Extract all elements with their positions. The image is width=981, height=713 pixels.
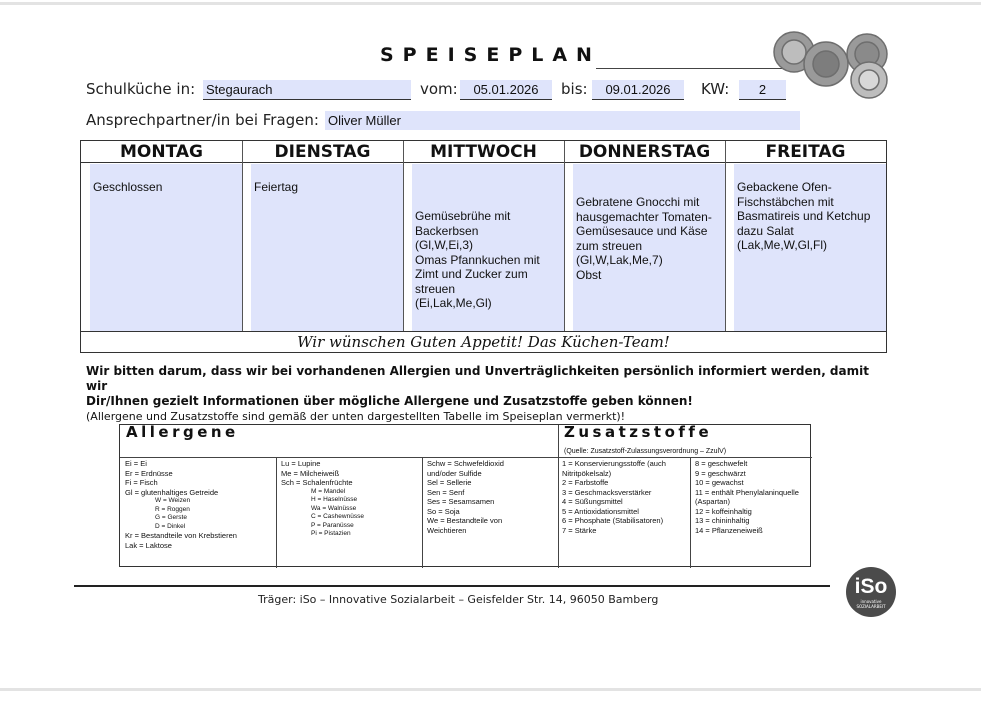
contact-label: Ansprechpartner/in bei Fragen:	[86, 111, 319, 129]
legend-divider	[276, 457, 277, 568]
menu-line: Gebratene Gnocchi mit	[576, 195, 700, 209]
col-divider	[403, 141, 404, 331]
bis-label: bis:	[561, 80, 588, 98]
contact-field[interactable]: Oliver Müller	[325, 111, 800, 130]
vom-label: vom:	[420, 80, 458, 98]
legend-table	[119, 424, 811, 567]
legend-entry: 12 = koffeinhaltig	[695, 506, 752, 516]
bottom-divider	[0, 688, 981, 691]
legend-entry: 5 = Antioxidationsmittel	[562, 506, 639, 516]
schulkueche-label: Schulküche in:	[86, 80, 196, 98]
menu-line: Feiertag	[254, 180, 299, 194]
legend-entry: Wa = Walnüsse	[311, 504, 357, 512]
menu-cell-tuesday	[251, 164, 403, 331]
menu-line: hausgemachter Tomaten-	[576, 209, 712, 224]
menu-line: (Gl,W,Ei,3)	[415, 238, 474, 252]
menu-line: Obst	[576, 267, 602, 282]
legend-col-1	[125, 459, 237, 550]
legend-entry: und/oder Sulfide	[427, 468, 482, 478]
legend-entry: 3 = Geschmacksverstärker	[562, 487, 652, 497]
day-friday: FREITAG	[765, 142, 846, 162]
legend-entry: Gl = glutenhaltiges Getreide	[125, 487, 219, 497]
logo-sub-2: SOZIALARBEIT	[856, 604, 886, 609]
menu-cell-thursday	[573, 164, 725, 331]
legend-entry: 14 = Pflanzeneiweiß	[695, 525, 763, 535]
legend-entry: 4 = Süßungsmittel	[562, 497, 623, 506]
legend-entry: G = Gerste	[155, 514, 187, 521]
legend-entry: Ei = Ei	[125, 459, 147, 468]
menu-header-row	[81, 141, 886, 163]
zusatzstoffe-title: Zusatzstoffe	[564, 423, 713, 441]
legend-col-5	[695, 459, 799, 535]
col-divider	[242, 141, 243, 331]
menu-footer-greeting: Wir wünschen Guten Appetit! Das Küchen-Team!	[81, 331, 886, 352]
menu-cell-monday	[90, 164, 242, 331]
legend-entry: 1 = Konservierungsstoffe (auch	[562, 459, 666, 468]
col-divider	[564, 141, 565, 331]
legend-header-rule	[120, 457, 812, 458]
menu-line: (Ei,Lak,Me,Gl)	[415, 296, 492, 310]
legend-entry: Sch = Schalenfrüchte	[281, 478, 353, 487]
menu-line: Geschlossen	[93, 180, 163, 194]
legend-entry: Er = Erdnüsse	[125, 468, 173, 478]
menu-cell-friday	[734, 164, 886, 331]
iso-logo	[846, 567, 896, 617]
day-monday: MONTAG	[120, 142, 203, 162]
legend-entry: H = Haselnüsse	[311, 496, 358, 503]
legend-entry: C = Cashewnüsse	[311, 513, 364, 520]
menu-line: Basmatireis und Ketchup	[737, 209, 871, 223]
day-tuesday: DIENSTAG	[274, 142, 371, 162]
menu-line: Gemüsebrühe mit	[415, 209, 511, 223]
legend-divider	[690, 457, 691, 568]
menu-line: (Lak,Me,W,Gl,Fl)	[737, 238, 828, 252]
legend-entry: Lak = Laktose	[125, 540, 172, 550]
legend-entry: M = Mandel	[311, 487, 346, 495]
menu-line: Omas Pfannkuchen mit	[415, 252, 540, 267]
title-underline	[596, 68, 786, 69]
schulkueche-field[interactable]: Stegaurach	[203, 80, 411, 100]
legend-entry: 2 = Farbstoffe	[562, 478, 609, 487]
legend-entry: Schw = Schwefeldioxid	[427, 459, 504, 468]
notice-line-1: Wir bitten darum, dass wir bei vorhandenen Allergien und Unverträglichkeiten persönlich informiert werden, damit wir	[86, 364, 869, 393]
kw-field[interactable]: 2	[739, 80, 786, 100]
legend-col-4	[562, 459, 666, 535]
legend-entry: 7 = Stärke	[562, 525, 597, 535]
legend-col-3	[427, 459, 504, 535]
legend-entry: W = Weizen	[155, 497, 191, 504]
legend-entry: 8 = geschwefelt	[695, 459, 748, 468]
menu-table	[80, 140, 887, 353]
legend-entry: Nitritpökelsalz)	[562, 468, 612, 478]
bis-field[interactable]: 09.01.2026	[592, 80, 684, 100]
footer-rule	[74, 585, 830, 587]
legend-entry: 10 = gewachst	[695, 478, 744, 487]
legend-divider	[558, 425, 559, 568]
menu-line: Zimt und Zucker zum	[415, 267, 528, 281]
notice-line-3: (Allergene und Zusatzstoffe sind gemäß der unten dargestellten Tabelle im Speiseplan vermerkt)!	[86, 410, 626, 423]
legend-entry: Fi = Fisch	[125, 478, 158, 487]
legend-entry: Ses = Sesamsamen	[427, 497, 495, 506]
day-thursday: DONNERSTAG	[578, 142, 711, 162]
allergy-notice	[86, 364, 886, 424]
kw-label: KW:	[701, 80, 730, 98]
legend-entry: Kr = Bestandteile von Krebstieren	[125, 531, 237, 540]
legend-divider	[422, 457, 423, 568]
menu-line: zum streuen	[576, 238, 643, 253]
legend-entry: So = Soja	[427, 506, 460, 516]
logo-text: iSo	[854, 575, 888, 598]
menu-cell-wednesday	[412, 164, 564, 331]
menu-line: Gemüsesauce und Käse	[576, 224, 708, 238]
zusatz-source: (Quelle: Zusatzstoff-Zulassungsverordnung – ZzulV)	[564, 448, 727, 455]
page-title: SPEISEPLAN	[380, 44, 601, 66]
legend-entry: D = Dinkel	[155, 522, 186, 530]
legend-entry: (Aspartan)	[695, 497, 731, 506]
menu-line: Fischstäbchen mit	[737, 194, 834, 209]
legend-entry: Weichtieren	[427, 525, 467, 535]
menu-line: streuen	[415, 281, 456, 296]
col-divider	[725, 141, 726, 331]
legend-entry: 9 = geschwärzt	[695, 468, 746, 478]
legend-entry: Me = Milcheiweiß	[281, 468, 340, 478]
menu-line: dazu Salat	[737, 223, 794, 238]
legend-entry: Pi = Pistazien	[311, 530, 351, 537]
top-divider	[0, 2, 981, 5]
logo-sub-1: innovative	[860, 599, 882, 604]
menu-line: Backerbsen	[415, 223, 479, 238]
legend-entry: We = Bestandteile von	[427, 516, 503, 525]
notice-line-2: Dir/Ihnen gezielt Informationen über mögliche Allergene und Zusatzstoffe geben können!	[86, 394, 693, 408]
menu-line: (Gl,W,Lak,Me,7)	[576, 253, 663, 267]
legend-entry: P = Paranüsse	[311, 521, 354, 529]
legend-entry: 13 = chininhaltig	[695, 516, 750, 525]
allergene-title: Allergene	[126, 423, 239, 441]
vom-field[interactable]: 05.01.2026	[460, 80, 552, 100]
footer-text: Träger: iSo – Innovative Sozialarbeit – Geisfelder Str. 14, 96050 Bamberg	[258, 593, 659, 606]
legend-entry: Lu = Lupine	[281, 459, 321, 468]
menu-line: Gebackene Ofen-	[737, 180, 832, 194]
legend-entry: R = Roggen	[155, 505, 190, 513]
legend-col-2	[281, 459, 364, 539]
legend-entry: 6 = Phosphate (Stabilisatoren)	[562, 516, 664, 525]
legend-entry: Sel = Sellerie	[427, 478, 472, 487]
legend-entry: Sen = Senf	[427, 487, 465, 497]
legend-entry: 11 = enthält Phenylalaninquelle	[695, 487, 799, 497]
day-wednesday: MITTWOCH	[430, 142, 537, 162]
